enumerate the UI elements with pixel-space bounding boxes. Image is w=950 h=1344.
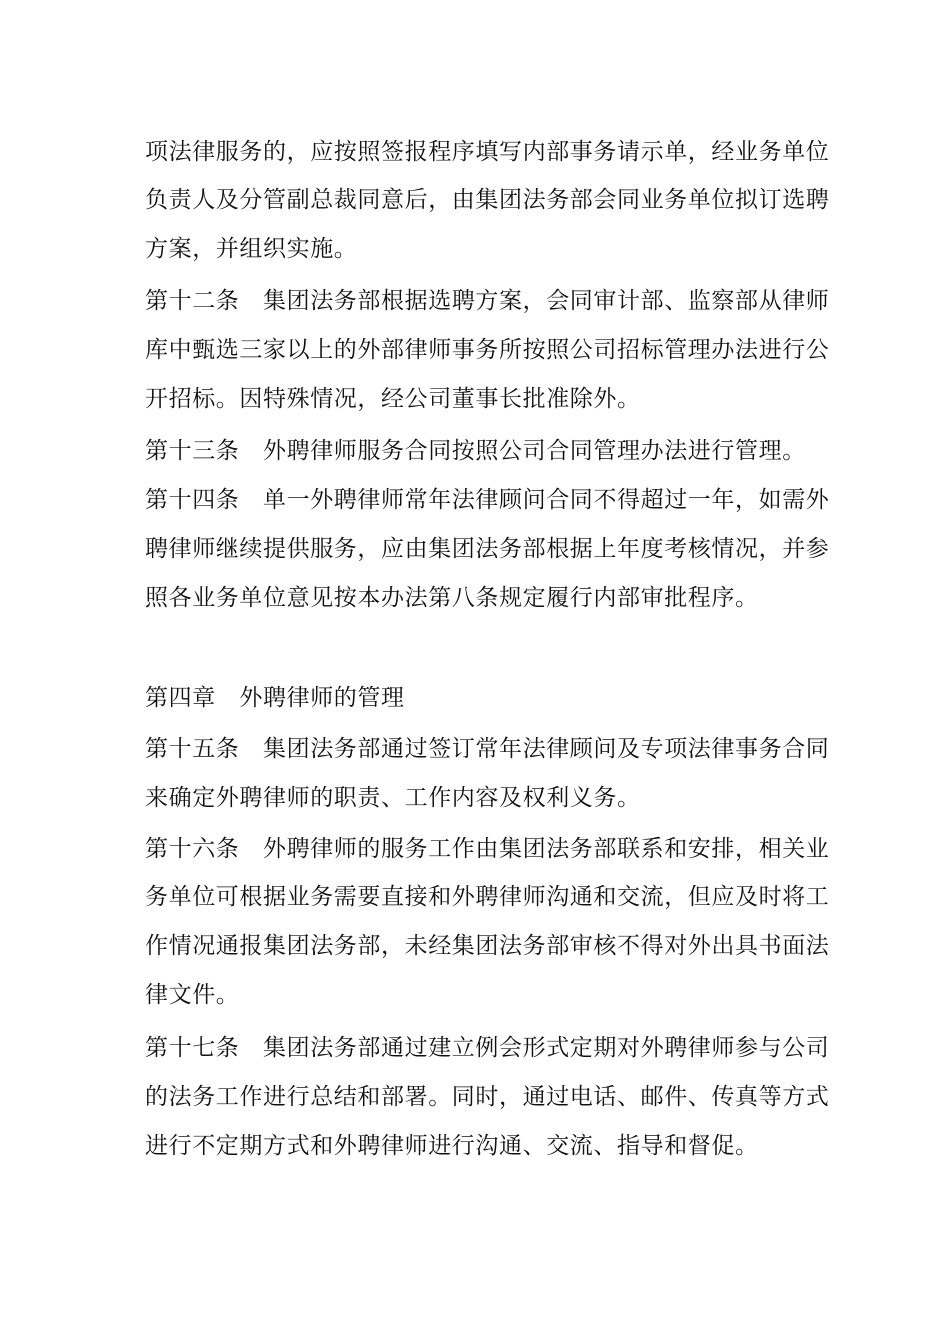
text-line: 聘律师继续提供服务，应由集团法务部根据上年度考核情况，并参 [145,536,830,562]
text-line: 项法律服务的，应按照签报程序填写内部事务请示单，经业务单位 [145,139,830,165]
text-line: 方案，并组织实施。 [145,236,358,262]
article-17-heading: 第十七条 集团法务部通过建立例会形式定期对外聘律师参与公司 [145,1035,830,1061]
text-line: 务单位可根据业务需要直接和外聘律师沟通和交流，但应及时将工 [145,884,830,910]
text-line: 进行不定期方式和外聘律师进行沟通、交流、指导和督促。 [145,1133,759,1159]
article-15-heading: 第十五条 集团法务部通过签订常年法律顾问及专项法律事务合同 [145,736,830,762]
article-14-heading: 第十四条 单一外聘律师常年法律顾问合同不得超过一年，如需外 [145,487,830,513]
text-line: 作情况通报集团法务部，未经集团法务部审核不得对外出具书面法 [145,933,830,959]
article-16-heading: 第十六条 外聘律师的服务工作由集团法务部联系和安排，相关业 [145,836,830,862]
text-line: 开招标。因特殊情况，经公司董事长批准除外。 [145,386,641,412]
text-line: 负责人及分管副总裁同意后，由集团法务部会同业务单位拟订选聘 [145,187,830,213]
article-13-heading: 第十三条 外聘律师服务合同按照公司合同管理办法进行管理。 [145,438,806,464]
text-line: 库中甄选三家以上的外部律师事务所按照公司招标管理办法进行公 [145,337,830,363]
chapter-4-heading: 第四章 外聘律师的管理 [145,685,405,711]
text-line: 律文件。 [145,982,240,1008]
article-12-heading: 第十二条 集团法务部根据选聘方案，会同审计部、监察部从律师 [145,288,830,314]
text-line: 照各业务单位意见按本办法第八条规定履行内部审批程序。 [145,585,759,611]
text-line: 来确定外聘律师的职责、工作内容及权利义务。 [145,785,641,811]
text-line: 的法务工作进行总结和部署。同时，通过电话、邮件、传真等方式 [145,1084,830,1110]
